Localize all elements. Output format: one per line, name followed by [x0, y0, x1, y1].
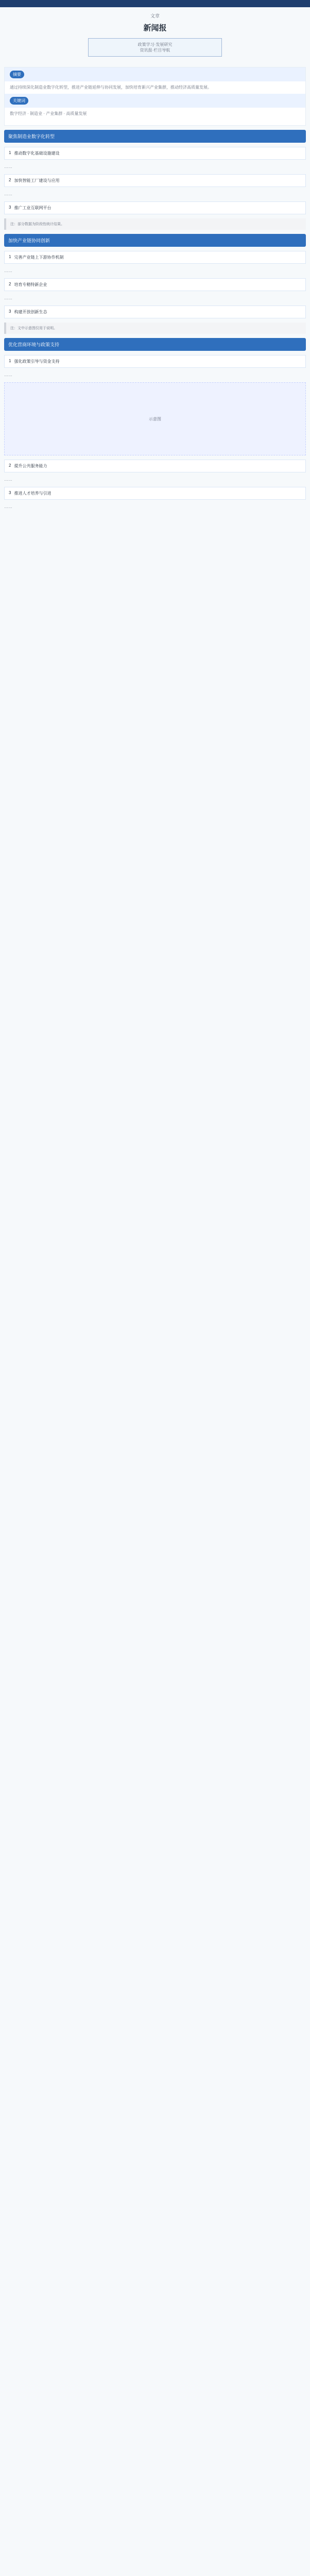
subhead-1-3 — [4, 201, 306, 214]
paragraph: …… — [4, 192, 12, 196]
note-1: 注：部分数据为阶段性统计结果。 — [4, 218, 306, 230]
subhead-title: 推广工业互联网平台 — [14, 206, 51, 210]
subhead-3-2 — [4, 460, 306, 472]
abstract-head — [5, 67, 305, 81]
subhead-number: 3 — [9, 490, 11, 495]
subhead-number: 1 — [9, 255, 11, 259]
abstract-badge: 摘要 — [10, 71, 24, 78]
keywords-text: 数字经济 · 制造业 · 产业集群 · 高质量发展 — [10, 111, 87, 116]
article-header — [0, 7, 310, 67]
page-title: 新闻报 — [143, 24, 167, 32]
subhead-2-3 — [4, 306, 306, 318]
subhead-number: 3 — [9, 205, 11, 210]
paragraph: …… — [4, 268, 12, 273]
subhead-title: 加快智能工厂建设与应用 — [14, 178, 60, 183]
subhead-number: 1 — [9, 150, 11, 155]
subtitle-line-2: 资讯报·栏目导航 — [140, 48, 170, 53]
subhead-1-1 — [4, 147, 306, 160]
subhead-title: 培育专精特新企业 — [14, 282, 47, 287]
subhead-title: 构建开放创新生态 — [14, 310, 47, 314]
diagram-label: 示意图 — [149, 416, 161, 421]
abstract-text: 通过持续深化制造业数字化转型，推进产业链延伸与协同发展，加快培育新兴产业集群，推动经济高质量发展。 — [10, 85, 212, 90]
subhead-title: 完善产业链上下游协作机制 — [14, 255, 64, 260]
subtitle-line-1: 政策学习·发展研究 — [137, 42, 173, 47]
subhead-title: 推进人才培养与引进 — [14, 491, 51, 496]
section-banner-1: 聚焦制造业数字化转型 — [4, 130, 306, 143]
subhead-3-3 — [4, 487, 306, 500]
subhead-2-2 — [4, 278, 306, 291]
subhead-title: 强化政策引导与资金支持 — [14, 359, 60, 364]
paragraph: …… — [4, 504, 12, 509]
subhead-2-1 — [4, 251, 306, 264]
section-banner-2: 加快产业链协同创新 — [4, 234, 306, 247]
paragraph: …… — [4, 164, 12, 169]
paragraph: …… — [4, 296, 12, 300]
keywords-badge: 关键词 — [10, 97, 28, 105]
section-banner-3: 优化营商环境与政策支持 — [4, 338, 306, 351]
subhead-number: 2 — [9, 282, 11, 286]
subhead-number: 1 — [9, 359, 11, 363]
series-label: 文章 — [150, 13, 160, 19]
subhead-number: 2 — [9, 463, 11, 468]
paragraph: …… — [4, 372, 12, 377]
subtitle-box — [88, 38, 222, 57]
top-bar — [0, 0, 310, 7]
subhead-number: 3 — [9, 309, 11, 314]
subhead-number: 2 — [9, 178, 11, 182]
keywords-head — [5, 94, 305, 108]
subhead-3-1 — [4, 355, 306, 368]
paragraph: …… — [4, 477, 12, 482]
abstract-card — [4, 67, 306, 126]
note-2: 注：文中示意图仅用于说明。 — [4, 323, 306, 334]
subhead-title: 推动数字化基础设施建设 — [14, 151, 60, 156]
diagram-image — [4, 382, 306, 455]
subhead-1-2 — [4, 174, 306, 187]
subhead-title: 提升公共服务能力 — [14, 464, 47, 468]
